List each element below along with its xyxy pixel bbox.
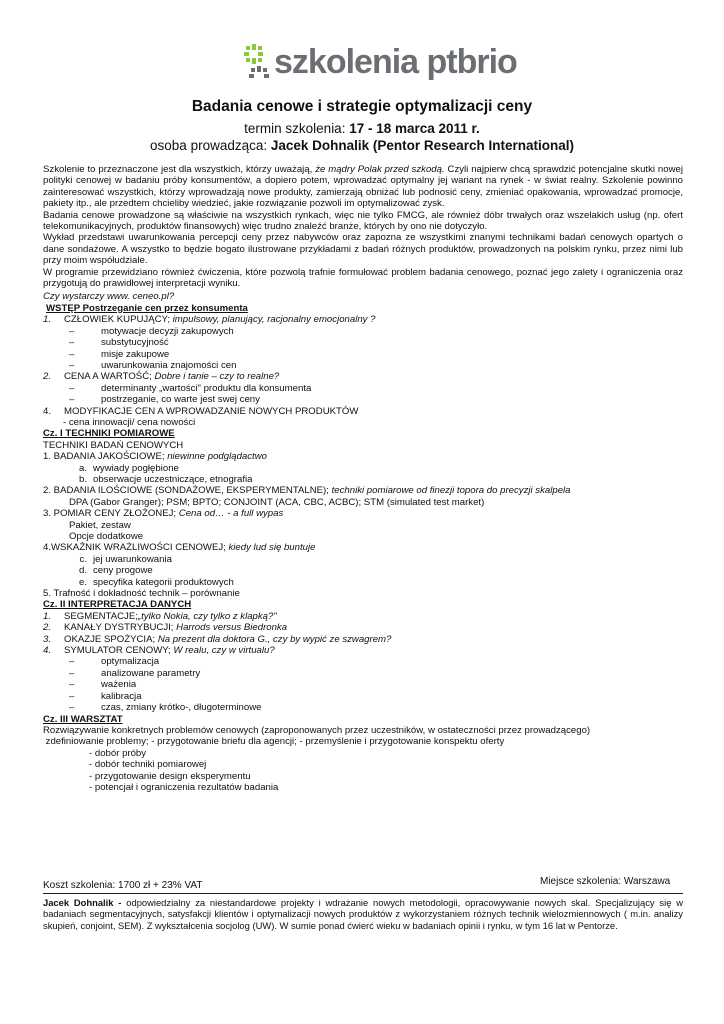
list-subitem: - potencjał i ograniczenia rezultatów badania xyxy=(89,781,279,793)
list-subitem: - dobór próby xyxy=(89,747,147,759)
workshop-line-1: Rozwiązywanie konkretnych problemów cenowych (zaproponowanych przez uczestników, w ostateczności przez prowadzącego) xyxy=(43,724,591,736)
list-subitem: - cena innowacji/ cena nowości xyxy=(63,416,196,428)
list-subitem: – analizowane parametry xyxy=(69,667,201,679)
list-subitem: c. jej uwarunkowania xyxy=(79,553,172,565)
list-subitem: – czas, zmiany krótko-, długoterminowe xyxy=(69,702,262,714)
subsection-heading: TECHNIKI BADAŃ CENOWYCH xyxy=(43,439,184,451)
logo xyxy=(244,40,517,86)
section-heading-cz2: Cz. II INTERPRETACJA DANYCH xyxy=(43,599,192,611)
intro-paragraph-3: Wykład przedstawi uwarunkowania percepcji ceny przez nabywców oraz zapozna ze wszystkimi znanymi technikami badań cenowych opartych o dane sondażowe. A wszystko to będzie bogato ilustrowane przykładami z badań różnych produktów, prowadzonych na polskim rynku, przez nimi lub przy moim współudziale. xyxy=(43,232,683,267)
list-subitem: e. specyfika kategorii produktowych xyxy=(78,576,234,588)
intro-paragraph-4: W programie przewidziano również ćwiczenia, które pozwolą trafnie formułować problem badania cenowego, poznać jego zalety i ograniczenia oraz przygotują do prawidłowej interpretacji wyniku. xyxy=(43,266,683,290)
list-subitem: - przygotowanie design eksperymentu xyxy=(89,770,251,782)
list-subitem: a. wywiady pogłębione xyxy=(78,462,179,474)
list-item: 4.WSKAŹNIK WRAŻLIWOŚCI CENOWEJ; kiedy lud się buntuje xyxy=(43,542,316,554)
list-subitem: b. obserwacje uczestniczące, etnografia xyxy=(78,473,253,485)
intro-paragraph-1: Szkolenie to przeznaczone jest dla wszystkich, którzy uważają, że mądry Polak przed szkodą. Czyli najpierw chcą sprawdzić potencjalne skutki nowej polityki cenowej w badaniu próby konsumentów, a dopiero potem, wprowadzać optymalny jej wariant na rynek - w świat realny. Szkolenie powinno zainteresować wszystkich, którzy wprowadzają nowe produkty, zamierzają obniżać lub podnosić ceny, zmieniać opakowania, wprowadzać promocje, pakiety itp., ale przedtem chcieliby wiedzieć, jakie rozwiązanie pozwoli im optymalizować zysk. xyxy=(43,164,683,210)
list-subitem: – ważenia xyxy=(69,679,137,691)
list-subitem: – optymalizacja xyxy=(69,656,160,668)
training-term: termin szkolenia: 17 - 18 marca 2011 r. xyxy=(244,121,480,136)
list-item-continuation: DPA (Gabor Granger); PSM; BPTO; CONJOINT (ACA, CBC, ACBC); STM (simulated test market) xyxy=(69,496,485,508)
list-item: 4. SYMULATOR CENOWY; W realu, czy w virtualu? xyxy=(43,645,275,657)
list-subitem: – substytucyjność xyxy=(69,337,169,349)
page-title: Badania cenowe i strategie optymalizacji ceny xyxy=(191,98,533,115)
list-subitem: – motywacje decyzji zakupowych xyxy=(69,325,234,337)
list-subitem: Opcje dodatkowe xyxy=(69,531,144,542)
list-subitem: – postrzeganie, co warte jest swej ceny xyxy=(69,394,260,406)
list-subitem: Pakiet, zestaw xyxy=(69,519,131,531)
list-subitem: – determinanty „wartości" produktu dla konsumenta xyxy=(69,382,312,394)
list-item: 2. CENA A WARTOŚĆ; Dobre i tanie – czy to realne? xyxy=(43,371,280,383)
list-item: 4. MODYFIKACJE CEN A WPROWADZANIE NOWYCH PRODUKTÓW xyxy=(43,405,359,417)
list-item: 1. BADANIA JAKOŚCIOWE; niewinne podglądactwo xyxy=(43,451,267,463)
divider xyxy=(43,893,683,894)
list-item: 2. KANAŁY DYSTRYBUCJI; Harrods versus Biedronka xyxy=(43,622,288,634)
section-heading-cz3: Cz. III WARSZTAT xyxy=(43,713,123,725)
section-heading-cz1: Cz. I TECHNIKI POMIAROWE xyxy=(43,428,175,440)
list-item: 5. Trafność i dokładność technik – porównanie xyxy=(43,588,240,600)
list-subitem: – misje zakupowe xyxy=(69,348,170,360)
list-subitem: – kalibracja xyxy=(69,690,142,702)
list-item: 1. CZŁOWIEK KUPUJĄCY; impulsowy, planujący, racjonalny emocjonalny ? xyxy=(43,314,376,326)
wstep-1-subitems xyxy=(43,326,683,372)
training-cost: Koszt szkolenia: 1700 zł + 23% VAT xyxy=(43,880,203,891)
list-item: 2. BADANIA ILOŚCIOWE (SONDAŻOWE, EKSPERYMENTALNE); techniki pomiarowe od finezji topora do precyzji skalpela xyxy=(43,485,571,497)
logo-arrows-icon xyxy=(244,44,274,80)
list-subitem: d. ceny progowe xyxy=(78,565,153,577)
list-item: 1. SEGMENTACJE;„tylko Nokia, czy tylko z klapką?" xyxy=(43,610,277,622)
training-place: Miejsce szkolenia: Warszawa xyxy=(540,876,671,887)
list-item: 3. POMIAR CENY ZŁOŻONEJ; Cena od… - a full wypas xyxy=(43,508,284,520)
intro-question: Czy wystarczy www. ceneo.pl? xyxy=(43,291,175,303)
logo-text: szkolenia ptbrio xyxy=(274,43,517,81)
list-item: 3. OKAZJE SPOŻYCIA; Na prezent dla doktora G., czy by wypić ze szwagrem? xyxy=(43,633,392,645)
trainer-bio: Jacek Dohnalik - odpowiedzialny za niestandardowe projekty i wdrażanie nowych metodologii, opracowywanie nowych skal. Specjalizujący się w badaniach segmentacyjnych, satysfakcji klientów i optymalizacji nowych produktów z wykorzystaniem różnych technik wielozmiennowych ( m.in. analizy skupień, conjoint, SEM). Z wykształcenia socjolog (UW). W sumie ponad ćwierć wieku w badaniach opinii i rynku, w tym 16 lat w Pentorze. xyxy=(43,897,683,931)
section-heading-wstep: WSTĘP Postrzeganie cen przez konsumenta xyxy=(46,302,248,314)
list-subitem: - dobór techniki pomiarowej xyxy=(89,759,207,771)
trainer: osoba prowadząca: Jacek Dohnalik (Pentor Research International) xyxy=(150,138,574,153)
intro-paragraph-2: Badania cenowe prowadzone są właściwie na wszystkich rynkach, więc nie tylko FMCG, ale również dóbr trwałych oraz wszelakich usług (np. ofert telekomunikacyjnych, produktów finansowych) więc trudno znaleźć branże, których by ono nie dotyczyło. xyxy=(43,209,683,233)
document-body xyxy=(43,164,683,793)
workshop-line-2: zdefiniowanie problemy; - przygotowanie briefu dla agencji; - przemyślenie i przygotowanie konspektu oferty xyxy=(43,736,505,748)
list-subitem: – uwarunkowania znajomości cen xyxy=(69,359,237,371)
